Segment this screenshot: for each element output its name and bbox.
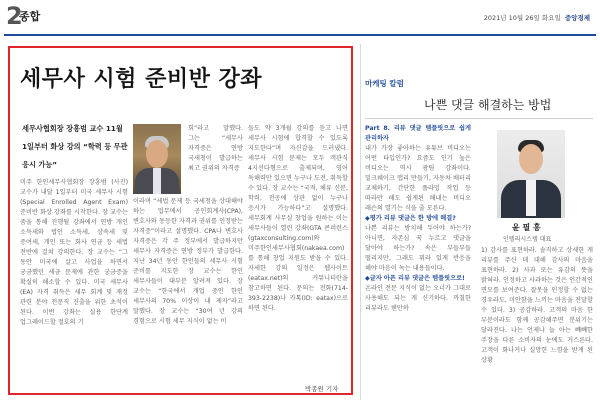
article-byline: 박종원 기자 (305, 385, 339, 393)
column-paragraph-1: 내가 가장 좋아하는 유튜브 비디오는 어떤 타입인가? 요즘도 인기 높은 비디오는 역시 광팀 강좌이다. 밀크쉐이크 맵리 만들기, 자동차 배터리 교체하기, 간단한 플라밍 작업 등 따라만 해도 쉽게된 해내는 비디오 레슨의 열기는 식을 줄 모른다. (365, 145, 471, 212)
article-subhead: 세무사협회장 장흥범 교수 11월 1일부터 화상 강의 “학력 등 무관 응시 가능” (22, 124, 128, 169)
column-question-1: Part 8. 리뷰 댓글 템플릿으로 쉽게 관리하자 (365, 125, 471, 142)
column-paragraph-2: 나쁜 리뷰는 방치해 두어야 하는가? 아니면, 자존심 꾹 누르고 댓글을 달아야 하는가? 속은 부들부들 떨리지만, 그래도 뭐라 있게 반응을 해야 마음이 녹는 내용들이다. (365, 225, 471, 272)
article-quote-text: 회”라고 말했다. 그는 “세무사 자격증은 연방 국세청이 발급하는 최고 권위의 자격증 (188, 125, 243, 172)
page-number: 2 (6, 2, 23, 30)
column-question-3: ◆글자 아픈 리뷰 댓글은 템플릿으로! (365, 275, 465, 282)
section-title: 종합 (19, 10, 41, 23)
column-divider (360, 44, 361, 400)
portrait-photo (133, 124, 181, 194)
column-title: 나쁜 댓글 해결하는 방법 (424, 98, 552, 112)
author-role: 인텔리시스템 대표 (503, 236, 552, 243)
issue-date: 2021년 10월 26일 화요일 (483, 14, 561, 22)
article-column-1: 미주 한인세무사협회장 장흥범 (사진) 교수가 내달 1일부터 미국 세무사 시험(Special Enrolled Agent Exam) 준비반 화상 강좌를 시작한다. 장 교수는 줌을 통해 진행될 강좌에서 연방 개인 소득세와 법인 소득세, 상속세 및 증여세, 개인 또는 회사 연금 등 세법 전반에 걸쳐 강의한다. 장 교수는 “그 동안 미국에 살고 사업을 하면서 궁금했던 세금 문제에 관한 궁금증을 확실히 해소할 수 있다. 미국 세무사(EA) 자격 취득은 세무 회계 및 재정 관련 분야 전문직 진출을 위한 초석이 된다. 이번 강좌는 실용 한단계 업그레이드할 절호의 기 (20, 179, 128, 326)
column-text-right: 1) 감사를 표현하라. 솔직하고 상세한 게 리뷰를 주신 데 대해 감사의 마음을 표현하라. 2) 사과 또는 유감의 뜻을 밝혀라. 인정하고 사과하는 것은 인간적인 면모를 보여준다. 잘못을 인정할 수 없는 경우라도, 미안함을 느끼는 마음을 전달할 수 있다. 3) 공감하라. 고객의 마음 한 부분이라도 함께 공감해주면 분위기는 달라진다. 나는 언제나 늘 아는 빼빼한 주장을 다른 소비자의 눈에도 거스른다. 고객이 화나거나 실망한 느낌을 받게 된 상황 (481, 247, 593, 364)
column-rule (365, 118, 593, 119)
column-question-2: ◆평가 리뷰 댓글은 한 방에 해결? (365, 215, 456, 222)
column-paragraph-3: 온라인 전문 지식이 없는 오너가 그대로 사용해도 되는 게 신기하다. 까칠한 리뷰라도 웬만하 (365, 285, 471, 312)
article-column-2: 이라며 “세법 문제 등 국세청을 상대해야 하는 업무에서 공인회계사(CPA), 변호사와 동등한 자격과 권위를 인정받는 자격증”이라고 설명했다. CPA나 변호사 자격증은 각 주 정부에서 발급하지만 세무사 자격증은 연방 정부가 발급한다. 지난 34년 동안 한인들의 세무사 시험 준비를 지도한 장 교수는 한인 세무사들이 대부분 알려져 있다. 장 교수는 “한국에서 개업 중인 한인 세무사의 70% 이상이 내 제자”라고 말했다. 장 교수는 “30여 년 강의 경험으로 시험 세무 지식이 없는 이 (133, 198, 243, 325)
article-column-3: 들도 약 3개월 강의를 듣고 나면 세무사 시험에 합격할 수 있도록 지도한다”며 자신감을 드러냈다. 세무사 시험 문제는 모두 객관식 4지선다형으로 출제되며, 영어 독해력만 있으면 누구나 도전, 취득할 수 있다. 장 교수는 “국적, 체류 신분, 학력, 전공에 상관 없이 누구나 응시가 가능하다”고 설명했다. 세무회계 사무실 창업을 원하는 이는 세무사들이 열린 강좌(GTA 콘퍼런스(gtaxconsulting.com)와 미주한인세무사협회(nakaea.com)를 통해 창업 지원도 받을 수 있다. 자세한 강의 일정은 웹사이트 (eatax.net)의 커뮤니티란을 참고하면 된다. 문의는 전화(714-393-2238)나 카톡(ID: eatax)으로 하면 된다. (248, 125, 348, 312)
article-headline: 세무사 시험 준비반 강좌 (20, 67, 262, 92)
newspaper-name: 중앙경제 (564, 14, 590, 22)
author-name: 윤 필 홍 (512, 223, 541, 232)
column-label: 마케팅 칼럼 (365, 79, 404, 88)
issue-info (484, 13, 590, 22)
header-rule (4, 34, 596, 36)
author-photo (497, 130, 565, 218)
column-text-left (365, 124, 471, 396)
